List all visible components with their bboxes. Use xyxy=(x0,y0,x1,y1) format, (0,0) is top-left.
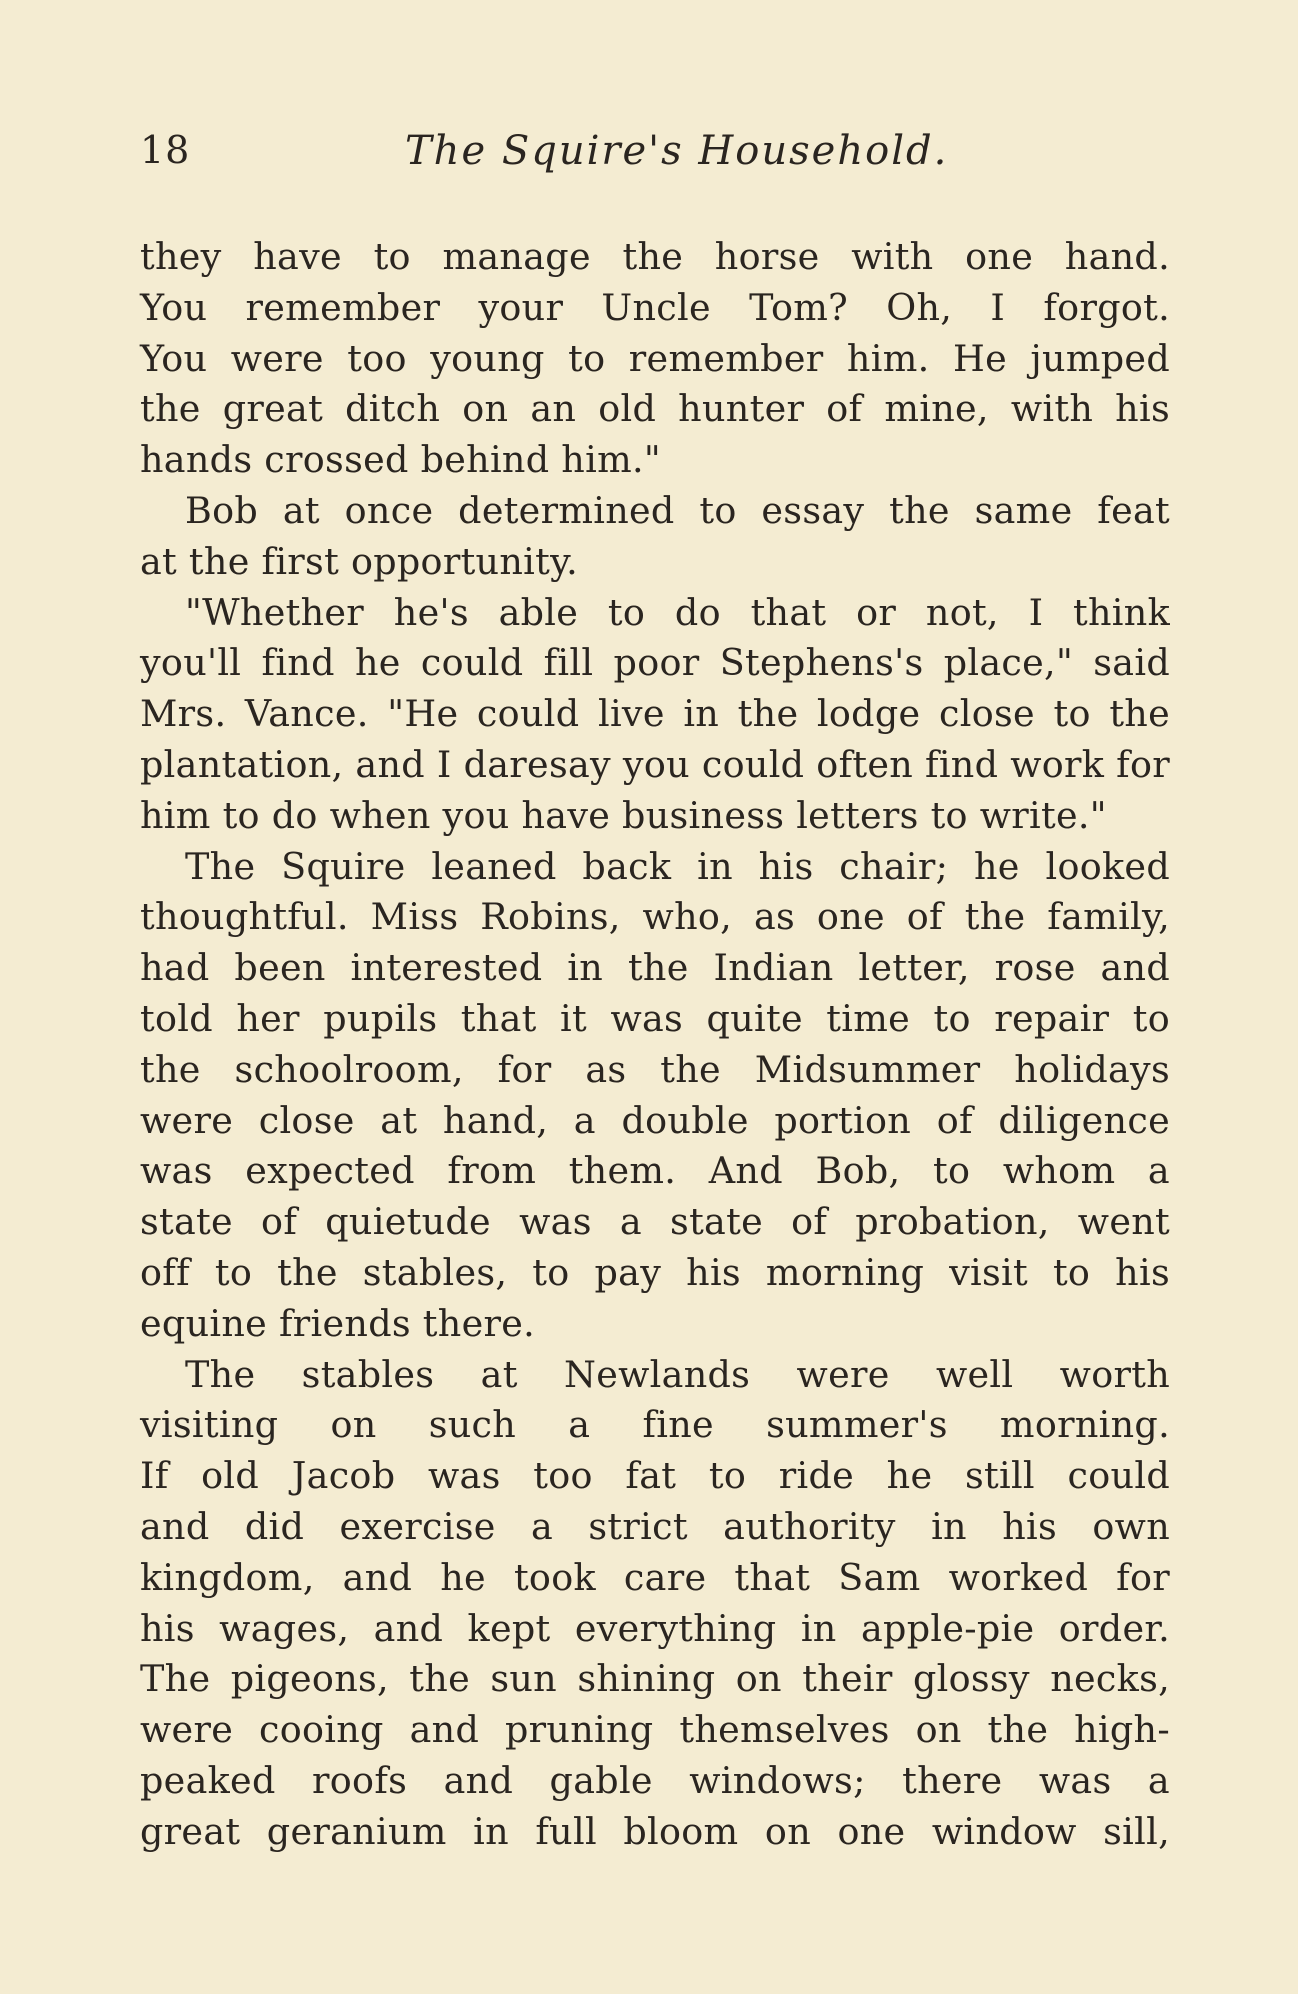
text-line: were close at hand, a double portion of diligence xyxy=(140,1098,1170,1142)
text-line: were cooing and pruning themselves on the high- xyxy=(140,1708,1170,1752)
text-line: was expected from them. And Bob, to whom a xyxy=(140,1149,1170,1193)
text-line: you'll find he could fill poor Stephens's place," said xyxy=(140,641,1170,685)
text-line: the great ditch on an old hunter of mine, with his xyxy=(140,387,1170,431)
text-line: told her pupils that it was quite time to repair to xyxy=(140,996,1170,1040)
text-line: and did exercise a strict authority in his own xyxy=(140,1504,1170,1548)
text-line: kingdom, and he took care that Sam worked for xyxy=(140,1555,1170,1599)
running-head xyxy=(140,128,1180,188)
text-line: You were too young to remember him. He jumped xyxy=(140,336,1170,380)
running-title: The Squire's Household. xyxy=(405,128,949,174)
text-line: off to the stables, to pay his morning visit to his xyxy=(140,1250,1170,1294)
body-text xyxy=(140,232,1170,1858)
text-line: the schoolroom, for as the Midsummer holidays xyxy=(140,1047,1170,1091)
text-line: visiting on such a fine summer's morning. xyxy=(140,1403,1170,1447)
text-line: hands crossed behind him." xyxy=(140,438,661,482)
text-line: peaked roofs and gable windows; there was a xyxy=(140,1758,1170,1802)
text-line: You remember your Uncle Tom? Oh, I forgot. xyxy=(140,285,1170,329)
page-number: 18 xyxy=(140,128,191,172)
text-line: The Squire leaned back in his chair; he looked xyxy=(185,844,1170,888)
text-line: they have to manage the horse with one hand. xyxy=(140,235,1170,278)
text-line: great geranium in full bloom on one window sill, xyxy=(140,1809,1170,1853)
text-line: The stables at Newlands were well worth xyxy=(185,1352,1170,1396)
text-line: The pigeons, the sun shining on their glossy necks, xyxy=(140,1657,1170,1701)
text-line: Mrs. Vance. "He could live in the lodge close to the xyxy=(140,692,1170,736)
text-line: plantation, and I daresay you could often find work for xyxy=(140,742,1170,786)
text-line: thoughtful. Miss Robins, who, as one of the family, xyxy=(140,895,1170,939)
text-line: Bob at once determined to essay the same feat xyxy=(185,488,1170,532)
text-line: had been interested in the Indian letter, rose and xyxy=(140,946,1170,990)
text-line: him to do when you have business letters to write." xyxy=(140,793,1107,837)
text-line: "Whether he's able to do that or not, I think xyxy=(185,590,1170,634)
text-line: equine friends there. xyxy=(140,1301,536,1345)
text-line: state of quietude was a state of probation, went xyxy=(140,1200,1170,1244)
text-line: his wages, and kept everything in apple-pie order. xyxy=(140,1606,1170,1650)
text-line: If old Jacob was too fat to ride he still could xyxy=(140,1454,1170,1498)
text-line: at the first opportunity. xyxy=(140,539,579,583)
